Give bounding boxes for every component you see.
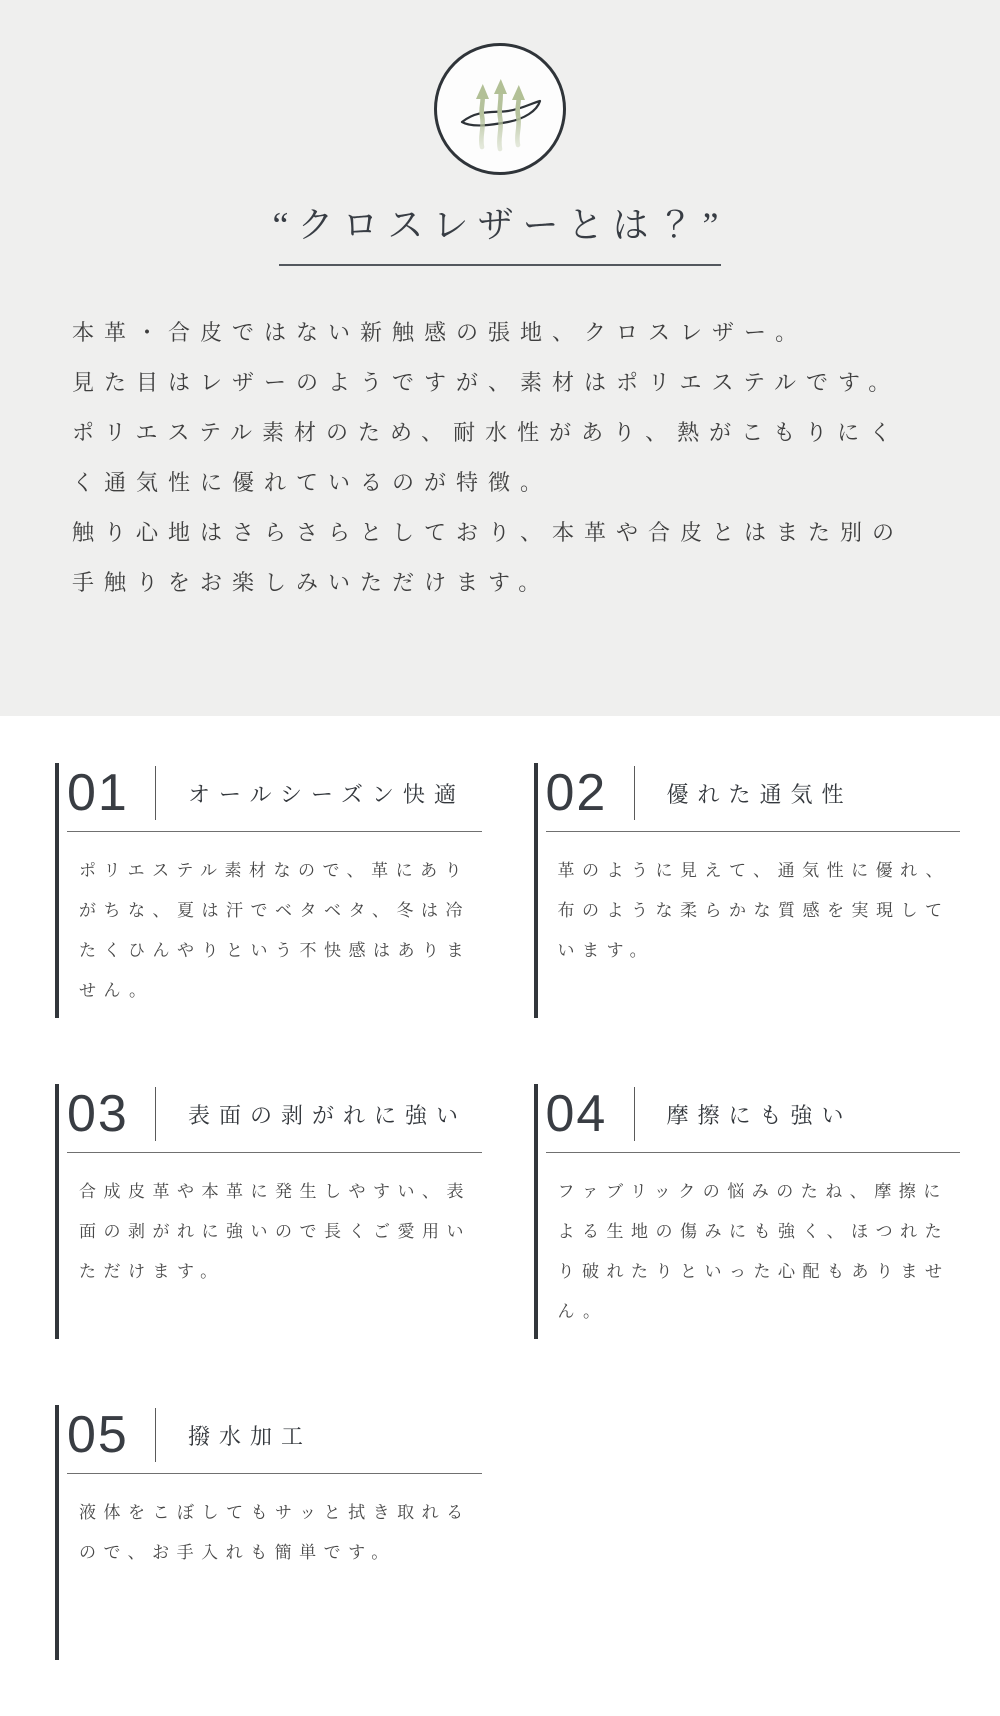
intro-paragraph-line: ポリエステル素材のため、耐水性があり、熱がこもりにく (72, 420, 902, 445)
feature-number: 02 (545, 764, 608, 822)
feature-title: 表面の剥がれに強い (188, 1102, 468, 1128)
feature-underline (67, 1152, 482, 1153)
feature-number: 01 (67, 764, 129, 822)
intro-paragraph-line: 手触りをお楽しみいただけます。 (72, 570, 551, 595)
feature-header (545, 1085, 961, 1143)
feature-separator-line (634, 766, 635, 820)
feature-title: 撥水加工 (188, 1423, 313, 1449)
intro-title: “クロスレザーとは？” (272, 205, 728, 245)
feature-block (55, 1084, 482, 1339)
feature-separator-line (155, 1087, 156, 1141)
feature-title: 摩擦にも強い (666, 1102, 853, 1128)
feature-header (67, 1406, 482, 1464)
feature-number: 05 (67, 1406, 129, 1464)
feature-underline (546, 831, 961, 832)
feature-number: 03 (67, 1085, 129, 1143)
feature-description: 革のように見えて、通気性に優れ、布のような柔らかな質感を実現しています。 (557, 861, 951, 960)
feature-block (534, 1084, 961, 1339)
icon-row (60, 43, 940, 175)
feature-separator-line (634, 1087, 635, 1141)
intro-paragraph-line: く通気性に優れているのが特徴。 (72, 470, 553, 495)
intro-section (0, 0, 1000, 716)
feature-block (55, 1405, 482, 1660)
feature-separator-line (155, 766, 156, 820)
feature-header (67, 764, 482, 822)
breathability-icon (434, 43, 566, 175)
feature-title: 優れた通気性 (666, 781, 853, 807)
feature-description: ポリエステル素材なので、革にありがちな、夏は汗でベタベタ、冬は冷たくひんやりという不快感はありません。 (79, 861, 471, 1000)
feature-underline (67, 1473, 482, 1474)
feature-header (67, 1085, 482, 1143)
feature-description: 液体をこぼしてもサッと拭き取れるので、お手入れも簡単です。 (79, 1503, 471, 1562)
title-underline (279, 264, 721, 266)
feature-underline (546, 1152, 961, 1153)
feature-separator-line (155, 1408, 156, 1462)
feature-number: 04 (545, 1085, 608, 1143)
intro-paragraph-line: 本革・合皮ではない新触感の張地、クロスレザー。 (72, 320, 808, 345)
feature-block (55, 763, 482, 1018)
feature-description: 合成皮革や本革に発生しやすい、表面の剥がれに強いので長くご愛用いただけます。 (79, 1182, 471, 1281)
intro-paragraph-line: 触り心地はさらさらとしており、本革や合皮とはまた別の (72, 520, 905, 545)
feature-header (545, 764, 961, 822)
features-grid (0, 716, 1000, 1660)
feature-description: ファブリックの悩みのたね、摩擦による生地の傷みにも強く、ほつれたり破れたりといった心配もありません。 (557, 1182, 950, 1321)
intro-paragraph (60, 308, 940, 608)
intro-paragraph-line: 見た目はレザーのようですが、素材はポリエステルです。 (72, 370, 901, 395)
feature-title: オールシーズン快適 (188, 781, 465, 807)
feature-block (534, 763, 961, 1018)
feature-underline (67, 831, 482, 832)
